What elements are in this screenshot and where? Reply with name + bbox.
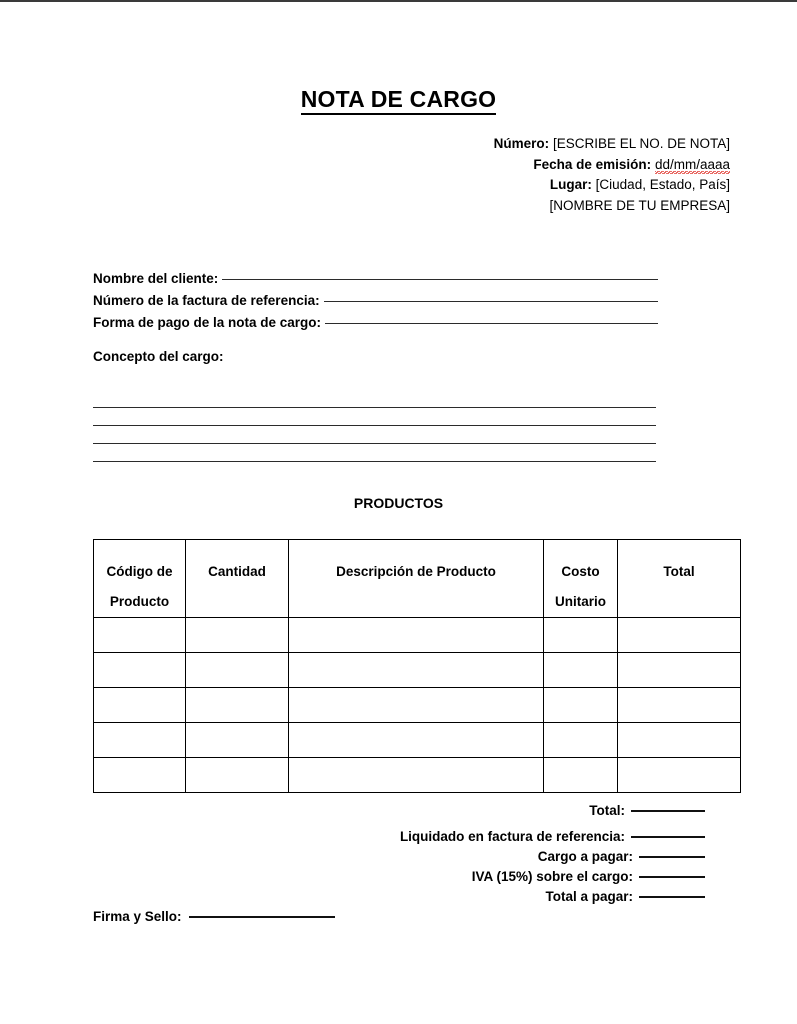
concepto-line[interactable] (93, 426, 656, 444)
field-row-forma-pago (93, 312, 658, 334)
meta-label-fecha: Fecha de emisión: (533, 156, 652, 172)
totals-block (400, 802, 705, 908)
total-label-total: Total: (589, 803, 625, 818)
column-header-codigo-producto-line2: Producto (109, 594, 170, 609)
total-input-total[interactable] (631, 799, 705, 812)
cell-descripcion[interactable] (289, 618, 544, 653)
total-row-liquidado (400, 828, 705, 844)
column-header-costo-unitario (544, 540, 618, 618)
field-label-forma-pago: Forma de pago de la nota de cargo: (93, 315, 322, 330)
cell-cantidad[interactable] (186, 723, 289, 758)
cell-codigo-producto[interactable] (94, 688, 186, 723)
table-row (94, 723, 741, 758)
table-row (94, 653, 741, 688)
cell-codigo-producto[interactable] (94, 653, 186, 688)
cell-cantidad[interactable] (186, 758, 289, 793)
column-header-descripcion (289, 540, 544, 618)
meta-row-fecha (494, 155, 730, 176)
cell-total[interactable] (618, 723, 741, 758)
cell-total[interactable] (618, 653, 741, 688)
cell-cantidad[interactable] (186, 618, 289, 653)
page-title-text: NOTA DE CARGO (301, 86, 497, 115)
cell-cantidad[interactable] (186, 688, 289, 723)
column-header-cantidad-line1: Cantidad (208, 564, 266, 579)
total-label-cargo-a-pagar: Cargo a pagar: (537, 849, 633, 864)
cell-descripcion[interactable] (289, 653, 544, 688)
concepto-lines (93, 390, 656, 462)
column-header-costo-unitario-line1: Costo (561, 564, 600, 579)
concepto-line[interactable] (93, 408, 656, 426)
signature-block (93, 908, 335, 924)
table-row (94, 758, 741, 793)
cell-codigo-producto[interactable] (94, 723, 186, 758)
header-meta-block (494, 134, 730, 216)
client-fields (93, 268, 658, 334)
field-input-numero-factura[interactable] (324, 289, 658, 302)
field-label-numero-factura: Número de la factura de referencia: (93, 293, 320, 308)
field-label-nombre-cliente: Nombre del cliente: (93, 271, 219, 286)
concepto-line[interactable] (93, 444, 656, 462)
column-header-costo-unitario-line2: Unitario (554, 594, 606, 609)
page-title (0, 86, 797, 113)
concepto-line[interactable] (93, 390, 656, 408)
signature-label: Firma y Sello: (93, 909, 182, 924)
cell-costo-unitario[interactable] (544, 758, 618, 793)
total-row-total (400, 802, 705, 818)
column-header-codigo-producto-line1: Código de (106, 564, 173, 579)
column-header-descripcion-line1: Descripción de Producto (336, 564, 496, 579)
meta-label-numero: Número: (493, 136, 550, 151)
cell-descripcion[interactable] (289, 723, 544, 758)
total-label-liquidado: Liquidado en factura de referencia: (399, 829, 625, 844)
table-header-row (94, 540, 741, 618)
total-label-iva: IVA (15%) sobre el cargo: (471, 869, 633, 884)
total-row-cargo-a-pagar (400, 848, 705, 864)
table-row (94, 618, 741, 653)
cell-total[interactable] (618, 688, 741, 723)
column-header-codigo-producto (94, 540, 186, 618)
meta-row-empresa (494, 196, 730, 217)
field-row-numero-factura (93, 290, 658, 312)
total-label-total-a-pagar: Total a pagar: (545, 889, 633, 904)
meta-row-lugar (494, 175, 730, 196)
total-input-cargo-a-pagar[interactable] (639, 845, 705, 858)
total-input-iva[interactable] (639, 865, 705, 878)
cell-descripcion[interactable] (289, 758, 544, 793)
cell-costo-unitario[interactable] (544, 723, 618, 758)
total-row-total-a-pagar (400, 888, 705, 904)
cell-total[interactable] (618, 758, 741, 793)
cell-codigo-producto[interactable] (94, 618, 186, 653)
cell-codigo-producto[interactable] (94, 758, 186, 793)
products-table (93, 539, 741, 793)
signature-input[interactable] (189, 905, 335, 918)
meta-row-numero (494, 134, 730, 155)
cell-cantidad[interactable] (186, 653, 289, 688)
cell-costo-unitario[interactable] (544, 618, 618, 653)
cell-descripcion[interactable] (289, 688, 544, 723)
products-heading: PRODUCTOS (353, 495, 444, 511)
total-input-liquidado[interactable] (631, 825, 705, 838)
table-row (94, 688, 741, 723)
cell-costo-unitario[interactable] (544, 653, 618, 688)
meta-value-lugar: [Ciudad, Estado, País] (595, 177, 730, 192)
cell-costo-unitario[interactable] (544, 688, 618, 723)
meta-value-empresa: [NOMBRE DE TU EMPRESA] (549, 197, 730, 213)
field-row-nombre-cliente (93, 268, 658, 290)
cell-total[interactable] (618, 618, 741, 653)
field-input-forma-pago[interactable] (325, 311, 658, 324)
meta-value-fecha: dd/mm/aaaa (654, 156, 730, 172)
table-body (94, 618, 741, 793)
meta-value-numero: [ESCRIBE EL NO. DE NOTA] (552, 136, 730, 151)
field-input-nombre-cliente[interactable] (222, 267, 658, 280)
total-input-total-a-pagar[interactable] (639, 885, 705, 898)
column-header-total-line1: Total (663, 564, 695, 579)
column-header-cantidad (186, 540, 289, 618)
column-header-total (618, 540, 741, 618)
meta-label-lugar: Lugar: (549, 177, 592, 192)
total-row-iva (400, 868, 705, 884)
concepto-label: Concepto del cargo: (93, 349, 224, 364)
